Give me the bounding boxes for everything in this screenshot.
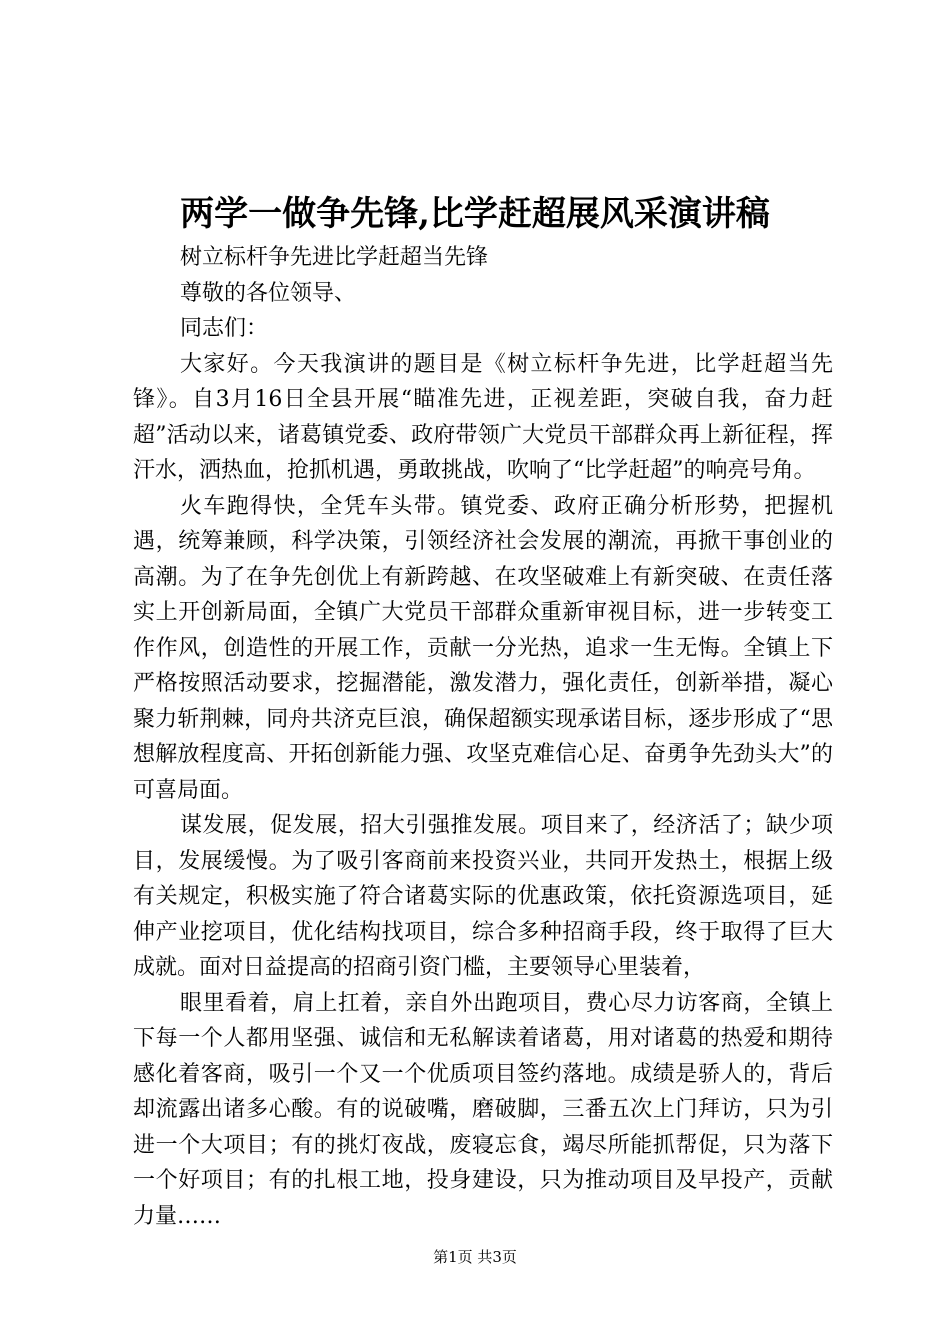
paragraph-2: 火车跑得快，全凭车头带。镇党委、政府正确分析形势，把握机遇，统筹兼顾，科学决策，引领经济社会发展的潮流，再掀干事创业的高潮。为了在争先创优上有新跨越、在攻坚破难上有新突破、在责任落实上开创新局面，全镇广大党员干部群众重新审视目标，进一步转变工作作风，创造性的开展工作，贡献一分光热，追求一生无悔。全镇上下严格按照活动要求，挖掘潜能，激发潜力，强化责任，创新举措，凝心聚力斩荆棘，同舟共济克巨浪，确保超额实现承诺目标，逐步形成了“思想解放程度高、开拓创新能力强、攻坚克难信心足、奋勇争先劲头大”的可喜局面。 — [133, 493, 833, 803]
salutation-line-2: 同志们： — [180, 316, 269, 341]
paragraph-4: 眼里看着，肩上扛着，亲自外出跑项目，费心尽力访客商，全镇上下每一个人都用坚强、诚信和无私解读着诸葛，用对诸葛的热爱和期待感化着客商，吸引一个又一个优质项目签约落地。成绩是骄人的，背后却流露出诸多心酸。有的说破嘴，磨破脚，三番五次上门拜访，只为引进一个大项目；有的挑灯夜战，废寝忘食，竭尽所能抓帮促，只为落下一个好项目；有的扎根工地，投身建设，只为推动项目及早投产，贡献力量…… — [133, 990, 833, 1229]
document-subtitle: 树立标杆争先进比学赶超当先锋 — [180, 245, 489, 270]
document-body — [133, 240, 833, 1234]
page-footer: 第1页 共3页 — [433, 1248, 517, 1266]
salutation-line-1: 尊敬的各位领导、 — [180, 280, 357, 306]
paragraph-1: 大家好。今天我演讲的题目是《树立标杆争先进，比学赶超当先锋》。自3月16日全县开展“瞄准先进，正视差距，突破自我，奋力赶超”活动以来，诸葛镇党委、政府带领广大党员干部群众再上新征程，挥汗水，洒热血，抢抓机遇，勇敢挑战，吹响了“比学赶超”的响亮号角。 — [133, 351, 833, 483]
paragraph-3: 谋发展，促发展，招大引强推发展。项目来了，经济活了；缺少项目，发展缓慢。为了吸引客商前来投资兴业，共同开发热土，根据上级有关规定，积极实施了符合诸葛实际的优惠政策，依托资源选项目，延伸产业挖项目，优化结构找项目，综合多种招商手段，终于取得了巨大成就。面对日益提高的招商引资门槛，主要领导心里装着， — [133, 813, 833, 980]
document-title: 两学一做争先锋,比学赶超展风采演讲稿 — [180, 194, 770, 234]
